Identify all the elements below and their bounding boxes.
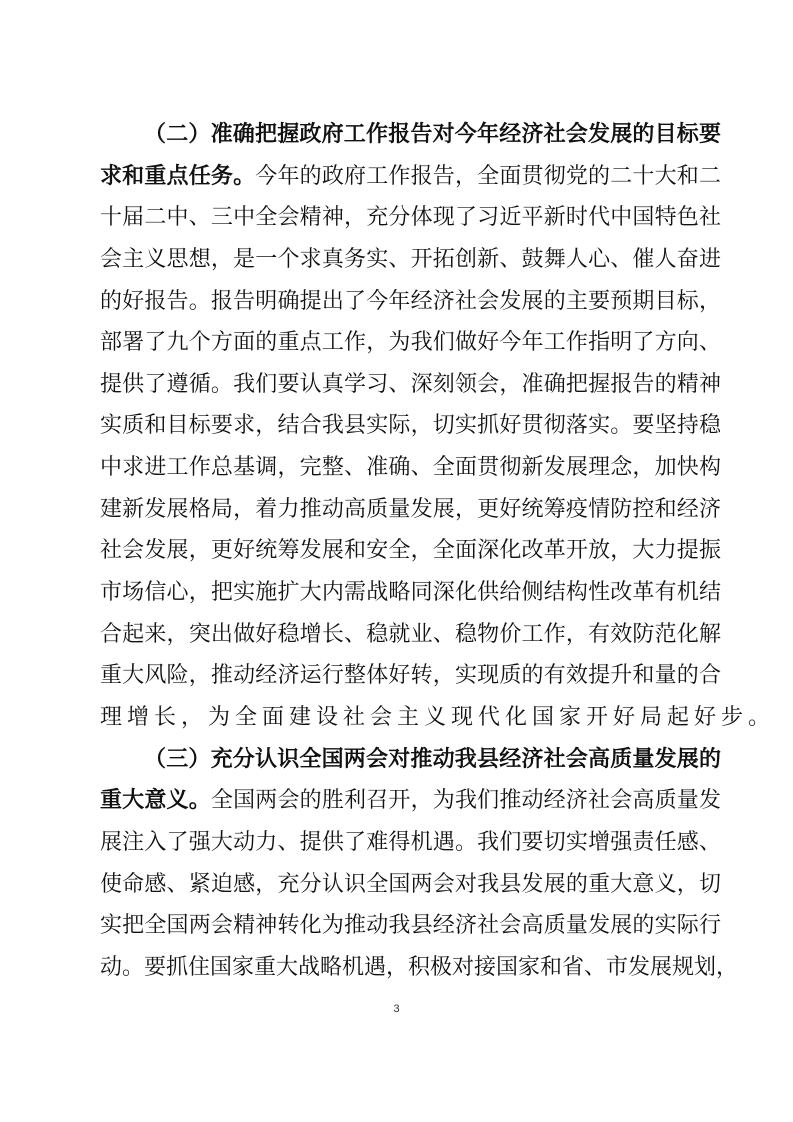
body-text: 实质和目标要求，结合我县实际，切实抓好贯彻落实。要坚持稳 [100,413,721,439]
section-heading: （二）准确把握政府工作报告对今年经济社会发展的目标要 [144,121,721,147]
text-line [100,281,721,323]
body-text: 合起来，突出做好稳增长、稳就业、稳物价工作，有效防范化解 [100,621,721,647]
text-line [100,739,721,781]
body-text: 今年的政府工作报告，全面贯彻党的二十大和二 [255,163,721,189]
text-line [100,156,721,198]
page-number: 3 [393,1003,400,1015]
text-line [100,239,721,281]
document-body [100,114,776,988]
text-line [100,114,721,156]
body-text: 理增长，为全面建设社会主义现代化国家开好局起好步。 [100,704,776,730]
body-text: 展注入了强大动力、提供了难得机遇。我们要切实增强责任感、 [100,829,721,855]
text-line [100,322,721,364]
body-text: 提供了遵循。我们要认真学习、深刻领会，准确把握报告的精神 [100,371,721,397]
text-line [100,364,721,406]
text-line [100,614,721,656]
body-text: 十届二中、三中全会精神，充分体现了习近平新时代中国特色社 [100,205,721,231]
body-text: 使命感、紧迫感，充分认识全国两会对我县发展的重大意义，切 [100,871,721,897]
body-text: 全国两会的胜利召开，为我们推动经济社会高质量发 [210,788,721,814]
body-text: 会主义思想，是一个求真务实、开拓创新、鼓舞人心、催人奋进 [100,246,721,272]
text-line [100,905,721,947]
section-heading: （三）充分认识全国两会对推动我县经济社会高质量发展的 [144,745,721,772]
text-line [100,405,721,447]
section-heading-continued: 求和重点任务。 [100,162,256,189]
text-line [100,780,721,822]
body-text: 实把全国两会精神转化为推动我县经济社会高质量发展的实际行 [100,913,721,939]
body-text: 的好报告。报告明确提出了今年经济社会发展的主要预期目标， [100,288,721,314]
body-text: 中求进工作总基调，完整、准确、全面贯彻新发展理念，加快构 [100,455,721,481]
paragraph [100,114,776,739]
text-line [100,489,721,531]
body-text: 建新发展格局，着力推动高质量发展，更好统筹疫情防控和经济 [100,496,721,522]
text-line [100,947,739,989]
body-text: 部署了九个方面的重点工作，为我们做好今年工作指明了方向、 [100,330,721,356]
body-text: 社会发展，更好统筹发展和安全，全面深化改革开放，大力提振 [100,538,721,564]
text-line [100,197,721,239]
text-line [100,655,721,697]
text-line [100,572,721,614]
paragraph [100,739,739,989]
text-line [100,530,721,572]
body-text: 动。要抓住国家重大战略机遇，积极对接国家和省、市发展规划， [100,954,739,980]
text-line [100,447,721,489]
text-line [100,697,776,739]
body-text: 重大风险，推动经济运行整体好转，实现质的有效提升和量的合 [100,663,721,689]
section-heading-continued: 重大意义。 [100,787,211,814]
body-text: 市场信心，把实施扩大内需战略同深化供给侧结构性改革有机结 [100,580,721,606]
text-line [100,822,721,864]
text-line [100,864,721,906]
